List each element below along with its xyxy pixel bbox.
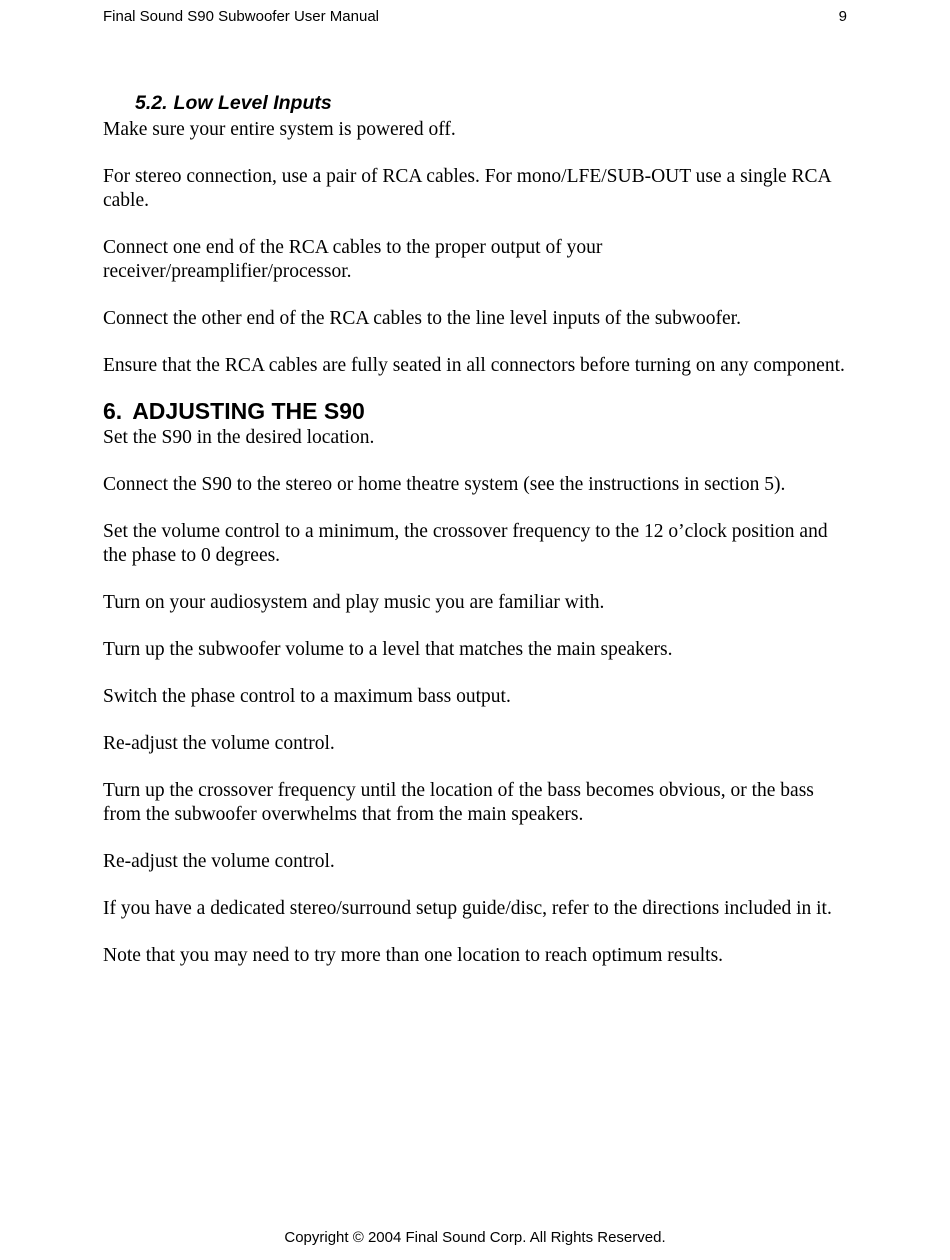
page-content [103, 90, 848, 991]
paragraph: Set the volume control to a minimum, the crossover frequency to the 12 o’clock position and the phase to 0 degrees. [103, 521, 828, 566]
running-header [103, 8, 847, 25]
paragraph: If you have a dedicated stereo/surround setup guide/disc, refer to the directions included in it. [103, 898, 832, 919]
paragraph: Re-adjust the volume control. [103, 733, 335, 754]
subsection-number: 5.2. [135, 92, 168, 114]
subsection-title: Low Level Inputs [173, 92, 332, 114]
paragraph: Connect the S90 to the stereo or home theatre system (see the instructions in section 5). [103, 474, 786, 495]
paragraph: Turn up the subwoofer volume to a level that matches the main speakers. [103, 639, 673, 660]
paragraph: Note that you may need to try more than one location to reach optimum results. [103, 945, 724, 966]
paragraph: Connect the other end of the RCA cables to the line level inputs of the subwoofer. [103, 308, 741, 329]
paragraph: Turn on your audiosystem and play music you are familiar with. [103, 592, 605, 613]
document-title: Final Sound S90 Subwoofer User Manual [103, 8, 379, 25]
paragraph: Ensure that the RCA cables are fully seated in all connectors before turning on any component. [103, 355, 845, 376]
section-heading-adjusting [103, 396, 848, 426]
paragraph: Turn up the crossover frequency until the location of the bass becomes obvious, or the bass from the subwoofer overwhelms that from the main speakers. [103, 780, 814, 825]
paragraph: For stereo connection, use a pair of RCA cables. For mono/LFE/SUB-OUT use a single RCA cable. [103, 166, 831, 211]
section-title: ADJUSTING THE S90 [132, 398, 365, 424]
section-number: 6. [103, 398, 123, 424]
page-number: 9 [838, 8, 847, 25]
paragraph: Re-adjust the volume control. [103, 851, 335, 872]
paragraph: Make sure your entire system is powered off. [103, 119, 456, 140]
paragraph: Switch the phase control to a maximum bass output. [103, 686, 511, 707]
paragraph: Connect one end of the RCA cables to the proper output of your receiver/preamplifier/processor. [103, 237, 603, 282]
subsection-heading-low-level-inputs [135, 90, 848, 116]
copyright-footer: Copyright © 2004 Final Sound Corp. All Rights Reserved. [284, 1229, 666, 1246]
paragraph: Set the S90 in the desired location. [103, 427, 375, 448]
